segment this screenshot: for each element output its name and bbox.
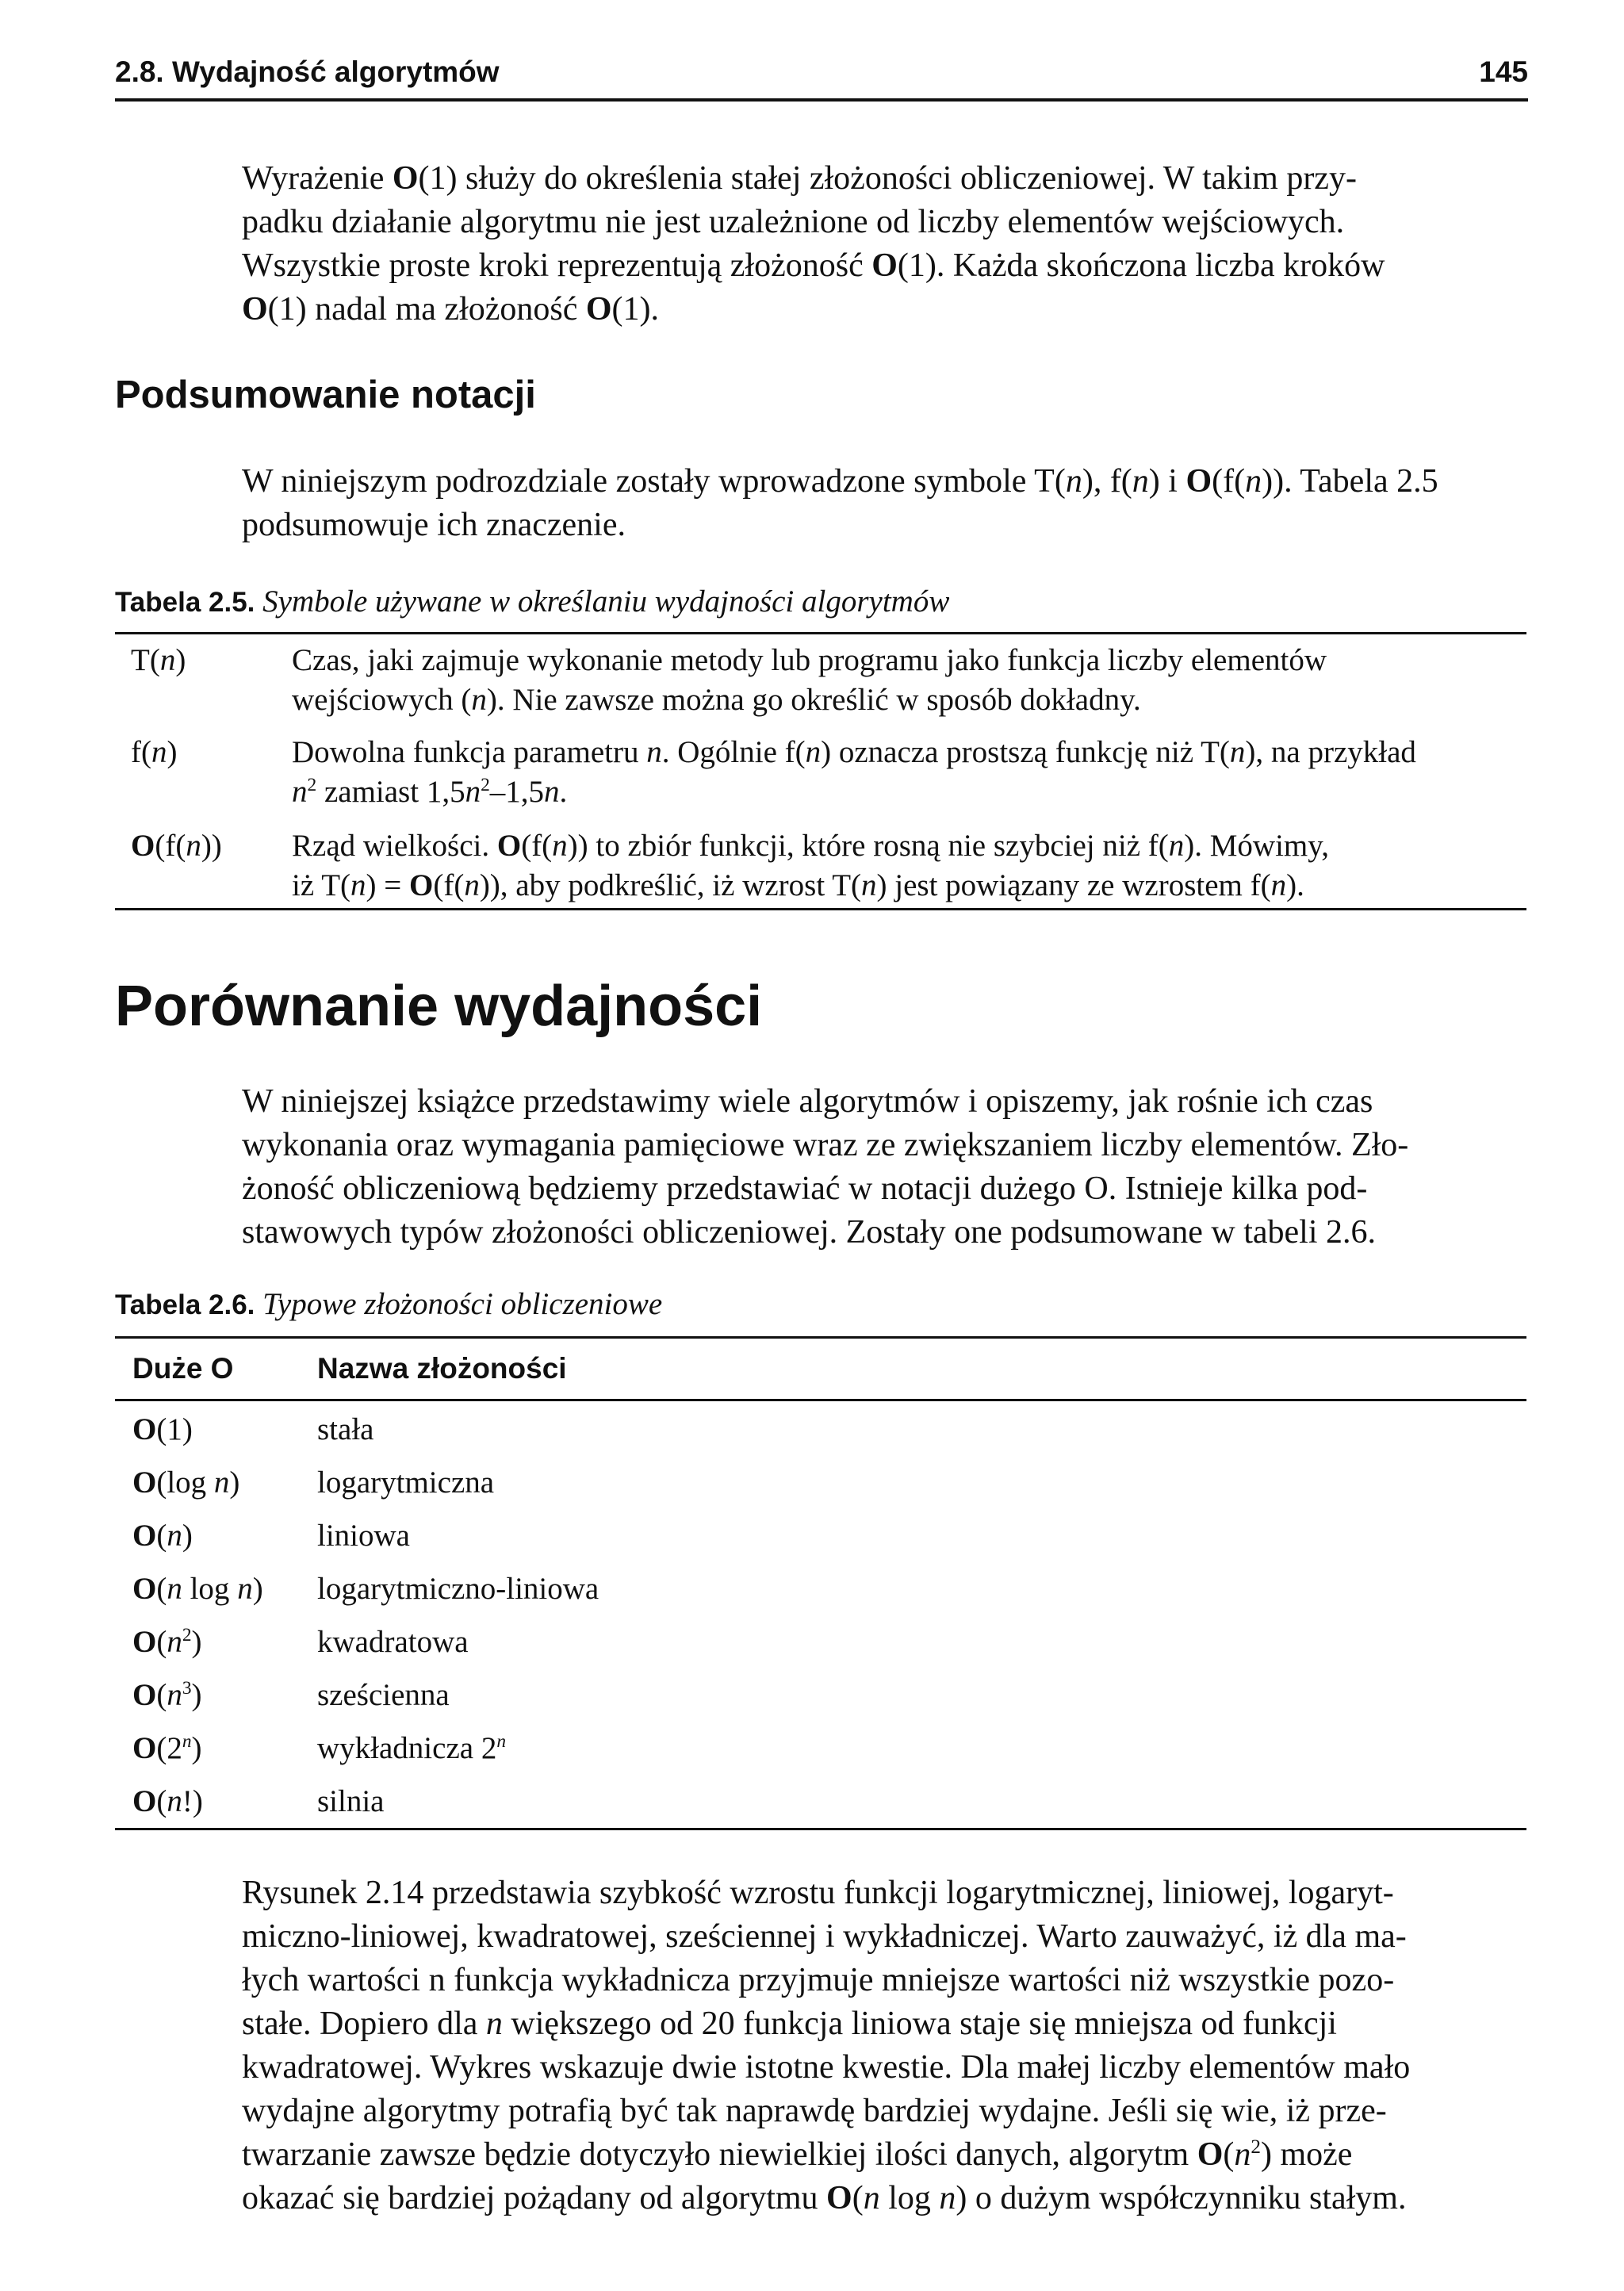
table-rule-bottom: [115, 1828, 1526, 1830]
symbol-cell: f(n): [131, 735, 178, 769]
text-line: Rysunek 2.14 przedstawia szybkość wzrostu funkcji logarytmicznej, liniowej, logaryt-: [242, 1875, 1394, 1911]
text-line: twarzanie zawsze będzie dotyczyło niewielkiej ilości danych, algorytm $O(n^2)$ może: [242, 2136, 1353, 2173]
table-caption-text: Typowe złożoności obliczeniowe: [262, 1287, 663, 1321]
table-header-rule: [115, 1399, 1526, 1401]
complexity-name-cell: logarytmiczno-liniowa: [317, 1572, 599, 1606]
table-label: Tabela 2.5.: [115, 587, 255, 618]
complexity-name-cell: liniowa: [317, 1519, 410, 1553]
column-header-big-o: Duże O: [132, 1352, 234, 1385]
text-line: Wszystkie proste kroki reprezentują złożoność O(1). Każda skończona liczba kroków: [242, 247, 1385, 284]
text-line: stałe. Dopiero dla n większego od 20 funkcja liniowa staje się mniejsza od funkcji: [242, 2006, 1337, 2042]
text-line: wykonania oraz wymagania pamięciowe wraz ze zwiększaniem liczby elementów. Zło-: [242, 1127, 1409, 1163]
paragraph-figure-2-14: [242, 1871, 1526, 2220]
complexity-name-cell: stała: [317, 1412, 374, 1446]
symbol-cell: T(n): [131, 643, 186, 677]
complexity-name-cell: sześcienna: [317, 1678, 450, 1712]
table-rule-top: [115, 1336, 1526, 1339]
running-head: [115, 49, 1528, 102]
complexity-name-cell: silnia: [317, 1784, 385, 1818]
paragraph-comparison: [242, 1080, 1526, 1255]
paragraph-notation: [242, 460, 1526, 547]
column-header-complexity-name: Nazwa złożoności: [317, 1352, 567, 1385]
text-line: łych wartości n funkcja wykładnicza przyjmuje mniejsze wartości niż wszystkie pozo-: [242, 1962, 1395, 1998]
subheading-notation-summary: Podsumowanie notacji: [115, 374, 536, 416]
complexity-name-cell: kwadratowa: [317, 1625, 469, 1659]
complexity-name-cell: logarytmiczna: [317, 1465, 495, 1500]
text-line: W niniejszej książce przedstawimy wiele algorytmów i opiszemy, jak rośnie ich czas: [242, 1083, 1373, 1120]
text-line: stawowych typów złożoności obliczeniowej. Zostały one podsumowane w tabeli 2.6.: [242, 1214, 1377, 1251]
running-head-section: 2.8. Wydajność algorytmów: [115, 56, 500, 88]
big-o-cell: O(n!): [132, 1784, 203, 1818]
section-title: Porównanie wydajności: [115, 975, 763, 1038]
table-rule-top: [115, 632, 1526, 634]
text-line: W niniejszym podrozdziale zostały wprowadzone symbole T(n), f(n) i O(f(n)). Tabela 2.5: [242, 463, 1438, 500]
description-cell: Rząd wielkości. O(f(n)) to zbiór funkcji, które rosną nie szybciej niż f(n). Mówimy, iż T(n) = O(f(n)), aby podkreślić, iż wzrost T(n) jest powiązany ze wzrostem f(n).: [292, 829, 1329, 902]
text-line: wydajne algorytmy potrafią być tak naprawdę bardziej wydajne. Jeśli się wie, iż prze-: [242, 2093, 1387, 2129]
table-caption-text: Symbole używane w określaniu wydajności algorytmów: [262, 584, 950, 619]
complexity-name-cell: wykładnicza 2$^n$: [317, 1731, 507, 1765]
text-line: kwadratowej. Wykres wskazuje dwie istotne kwestie. Dla małej liczby elementów mało: [242, 2049, 1411, 2086]
big-o-cell: O(log n): [132, 1465, 240, 1500]
symbol-cell: O(f(n)): [131, 829, 222, 863]
big-o-cell: O(n): [132, 1519, 193, 1553]
paragraph-o1: [242, 157, 1526, 331]
text-line: padku działanie algorytmu nie jest uzależnione od liczby elementów wejściowych.: [242, 204, 1345, 240]
table-2-5-caption: [115, 584, 949, 619]
page-number: 145: [1479, 56, 1528, 88]
big-o-cell: O(2$^n$): [132, 1731, 202, 1765]
text-line: okazać się bardziej pożądany od algorytmu O(n log n) o dużym współczynniku stałym.: [242, 2180, 1407, 2216]
table-rule-bottom: [115, 908, 1526, 910]
big-o-cell: O(n log n): [132, 1572, 263, 1606]
description-cell: Dowolna funkcja parametru n. Ogólnie f(n) oznacza prostszą funkcję niż T(n), na przykład $n^2$ zamiast $1,5n^2-1,5n$.: [292, 735, 1416, 809]
text-line: Wyrażenie O(1) służy do określenia stałej złożoności obliczeniowej. W takim przy-: [242, 160, 1357, 197]
text-line: żoność obliczeniową będziemy przedstawiać w notacji dużego O. Istnieje kilka pod-: [242, 1170, 1368, 1207]
big-o-cell: $O(n^2)$: [132, 1625, 202, 1659]
table-2-6-caption: [115, 1286, 662, 1322]
table-label: Tabela 2.6.: [115, 1289, 255, 1320]
big-o-cell: O(1): [132, 1412, 193, 1446]
text-line: miczno-liniowej, kwadratowej, sześciennej i wykładniczej. Warto zauważyć, iż dla ma-: [242, 1918, 1407, 1955]
text-line: podsumowuje ich znaczenie.: [242, 507, 626, 543]
text-line: O(1) nadal ma złożoność O(1).: [242, 291, 660, 328]
description-cell: Czas, jaki zajmuje wykonanie metody lub programu jako funkcja liczby elementów wejściowych (n). Nie zawsze można go określić w sposób dokładny.: [292, 643, 1327, 717]
big-o-cell: $O(n^3)$: [132, 1678, 202, 1712]
